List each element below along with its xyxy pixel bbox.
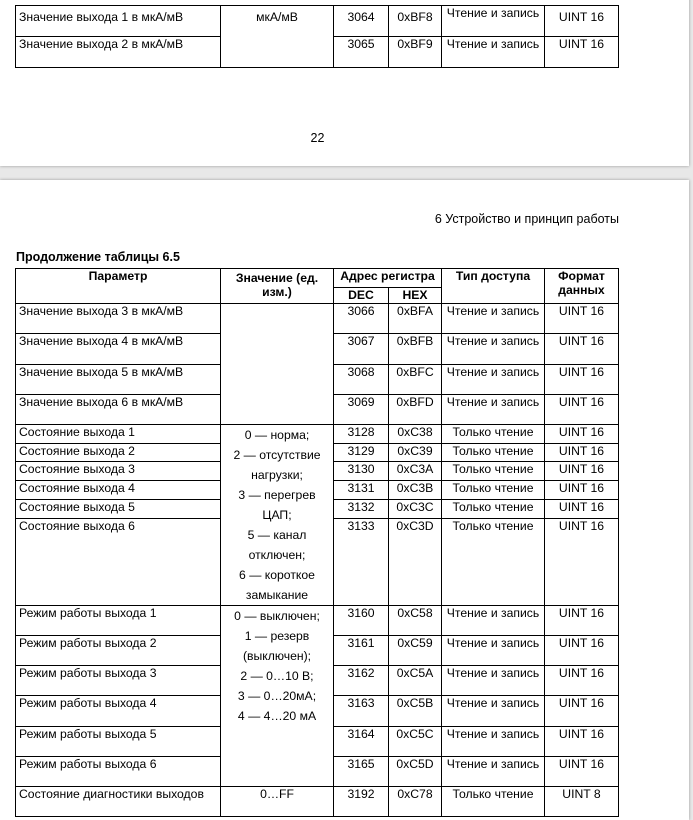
access-cell: Только чтение xyxy=(442,443,545,462)
param-cell: Состояние выхода 5 xyxy=(16,500,221,519)
access-cell: Чтение и запись xyxy=(442,636,545,666)
format-cell: UINT 16 xyxy=(545,334,619,365)
value-line: 3 — 0…20мА; xyxy=(237,689,317,703)
access-cell: Только чтение xyxy=(442,787,545,817)
table-row xyxy=(16,606,619,636)
format-cell: UINT 16 xyxy=(545,304,619,334)
format-cell: UINT 16 xyxy=(545,666,619,696)
unit-cell: мкА/мВ xyxy=(221,6,334,68)
hex-cell: 0xBFD xyxy=(389,395,442,425)
hex-cell: 0xC3A xyxy=(389,462,442,481)
value-cell xyxy=(221,425,334,606)
header-value: Значение (ед. изм.) xyxy=(221,269,334,304)
value-line: 5 — канал xyxy=(247,528,307,542)
dec-cell: 3065 xyxy=(334,37,389,68)
hex-cell: 0xC5C xyxy=(389,727,442,757)
access-cell: Только чтение xyxy=(442,425,545,444)
param-cell: Значение выхода 3 в мкА/мВ xyxy=(16,304,221,334)
format-cell: UINT 16 xyxy=(545,365,619,395)
access-text: Чтение и запись xyxy=(446,6,540,20)
param-cell: Значение выхода 4 в мкА/мВ xyxy=(16,334,221,365)
format-cell: UINT 16 xyxy=(545,480,619,500)
hex-cell: 0xC5B xyxy=(389,696,442,727)
access-cell: Чтение и запись xyxy=(442,365,545,395)
param-cell: Состояние выхода 3 xyxy=(16,462,221,481)
table-row xyxy=(16,304,619,334)
format-cell: UINT 16 xyxy=(545,500,619,519)
param-cell: Состояние диагностики выходов xyxy=(16,787,221,817)
dec-cell: 3133 xyxy=(334,518,389,605)
dec-cell: 3068 xyxy=(334,365,389,395)
param-cell: Состояние выхода 6 xyxy=(16,518,221,605)
hex-cell: 0xC78 xyxy=(389,787,442,817)
param-cell: Режим работы выхода 5 xyxy=(16,727,221,757)
access-cell: Чтение и запись xyxy=(442,727,545,757)
param-cell: Состояние выхода 4 xyxy=(16,480,221,500)
value-line: 1 — резерв xyxy=(244,629,310,643)
page-header: 6 Устройство и принцип работы xyxy=(434,212,619,226)
value-line: ЦАП; xyxy=(262,508,292,522)
value-line: замыкание xyxy=(245,588,309,602)
value-line: 2 — отсутствие xyxy=(233,448,321,462)
param-cell: Состояние выхода 2 xyxy=(16,443,221,462)
hex-cell: 0xC59 xyxy=(389,636,442,666)
document-page-23 xyxy=(0,180,689,820)
page-number: 22 xyxy=(310,131,325,145)
value-line: нагрузки; xyxy=(251,468,303,482)
dec-cell: 3128 xyxy=(334,425,389,444)
param-cell: Значение выхода 1 в мкА/мВ xyxy=(16,6,221,37)
param-cell: Значение выхода 2 в мкА/мВ xyxy=(16,37,221,68)
access-cell: Чтение и запись xyxy=(442,696,545,727)
format-cell: UINT 16 xyxy=(545,6,619,37)
format-cell: UINT 16 xyxy=(545,425,619,444)
table-header-row xyxy=(16,269,619,288)
access-cell: Чтение и запись xyxy=(442,666,545,696)
hex-cell: 0xC38 xyxy=(389,425,442,444)
value-line: 0 — выключен; xyxy=(234,609,320,623)
hex-cell: 0xC39 xyxy=(389,443,442,462)
param-cell: Режим работы выхода 6 xyxy=(16,757,221,787)
hex-cell: 0xBFB xyxy=(389,334,442,365)
header-address: Адрес регистра xyxy=(334,269,442,288)
access-cell: Чтение и запись xyxy=(442,37,545,68)
hex-cell: 0xC3C xyxy=(389,500,442,519)
access-cell: Только чтение xyxy=(442,518,545,605)
access-cell: Чтение и запись xyxy=(442,606,545,636)
dec-cell: 3165 xyxy=(334,757,389,787)
header-dec: DEC xyxy=(334,288,389,304)
param-cell: Режим работы выхода 4 xyxy=(16,696,221,727)
hex-cell: 0xC3B xyxy=(389,480,442,500)
value-line: 2 — 0…10 В; xyxy=(240,669,314,683)
access-cell: Только чтение xyxy=(442,480,545,500)
format-cell: UINT 16 xyxy=(545,518,619,605)
format-cell: UINT 16 xyxy=(545,462,619,481)
value-cell xyxy=(221,606,334,787)
dec-cell: 3066 xyxy=(334,304,389,334)
dec-cell: 3160 xyxy=(334,606,389,636)
format-cell: UINT 16 xyxy=(545,696,619,727)
dec-cell: 3129 xyxy=(334,443,389,462)
document-page-22 xyxy=(0,0,689,166)
hex-cell: 0xBF9 xyxy=(389,37,442,68)
value-line: 6 — короткое xyxy=(239,568,315,582)
param-cell: Значение выхода 5 в мкА/мВ xyxy=(16,365,221,395)
header-format: Формат данных xyxy=(545,269,619,304)
value-cell: 0…FF xyxy=(221,787,334,817)
dec-cell: 3131 xyxy=(334,480,389,500)
register-table xyxy=(15,268,619,817)
access-cell: Чтение и запись xyxy=(442,395,545,425)
dec-cell: 3164 xyxy=(334,727,389,757)
format-cell: UINT 8 xyxy=(545,787,619,817)
continuation-title: Продолжение таблицы 6.5 xyxy=(16,250,180,264)
access-cell xyxy=(442,6,545,37)
hex-cell: 0xBFA xyxy=(389,304,442,334)
format-cell: UINT 16 xyxy=(545,37,619,68)
hex-cell: 0xBF8 xyxy=(389,6,442,37)
dec-cell: 3132 xyxy=(334,500,389,519)
format-cell: UINT 16 xyxy=(545,443,619,462)
param-cell: Режим работы выхода 3 xyxy=(16,666,221,696)
value-cell xyxy=(221,304,334,425)
access-cell: Чтение и запись xyxy=(442,334,545,365)
header-access: Тип доступа xyxy=(442,269,545,304)
value-line: 4 — 4…20 мА xyxy=(237,709,317,723)
param-cell: Значение выхода 6 в мкА/мВ xyxy=(16,395,221,425)
dec-cell: 3064 xyxy=(334,6,389,37)
param-cell: Режим работы выхода 1 xyxy=(16,606,221,636)
table-row xyxy=(16,6,619,37)
dec-cell: 3130 xyxy=(334,462,389,481)
access-cell: Чтение и запись xyxy=(442,757,545,787)
hex-cell: 0xC58 xyxy=(389,606,442,636)
hex-cell: 0xBFC xyxy=(389,365,442,395)
table-row xyxy=(16,425,619,444)
value-line: отключен; xyxy=(248,548,306,562)
format-cell: UINT 16 xyxy=(545,606,619,636)
dec-cell: 3161 xyxy=(334,636,389,666)
dec-cell: 3163 xyxy=(334,696,389,727)
register-table-end xyxy=(15,5,619,68)
table-row xyxy=(16,787,619,817)
access-cell: Только чтение xyxy=(442,500,545,519)
format-cell: UINT 16 xyxy=(545,636,619,666)
param-cell: Состояние выхода 1 xyxy=(16,425,221,444)
value-line: (выключен); xyxy=(242,649,312,663)
hex-cell: 0xC3D xyxy=(389,518,442,605)
header-param: Параметр xyxy=(16,269,221,304)
value-line: 0 — норма; xyxy=(244,428,310,442)
value-line: 3 — перегрев xyxy=(238,488,316,502)
dec-cell: 3069 xyxy=(334,395,389,425)
dec-cell: 3162 xyxy=(334,666,389,696)
hex-cell: 0xC5D xyxy=(389,757,442,787)
param-cell: Режим работы выхода 2 xyxy=(16,636,221,666)
hex-cell: 0xC5A xyxy=(389,666,442,696)
dec-cell: 3067 xyxy=(334,334,389,365)
format-cell: UINT 16 xyxy=(545,757,619,787)
header-hex: HEX xyxy=(389,288,442,304)
access-cell: Только чтение xyxy=(442,462,545,481)
format-cell: UINT 16 xyxy=(545,727,619,757)
access-cell: Чтение и запись xyxy=(442,304,545,334)
dec-cell: 3192 xyxy=(334,787,389,817)
format-cell: UINT 16 xyxy=(545,395,619,425)
